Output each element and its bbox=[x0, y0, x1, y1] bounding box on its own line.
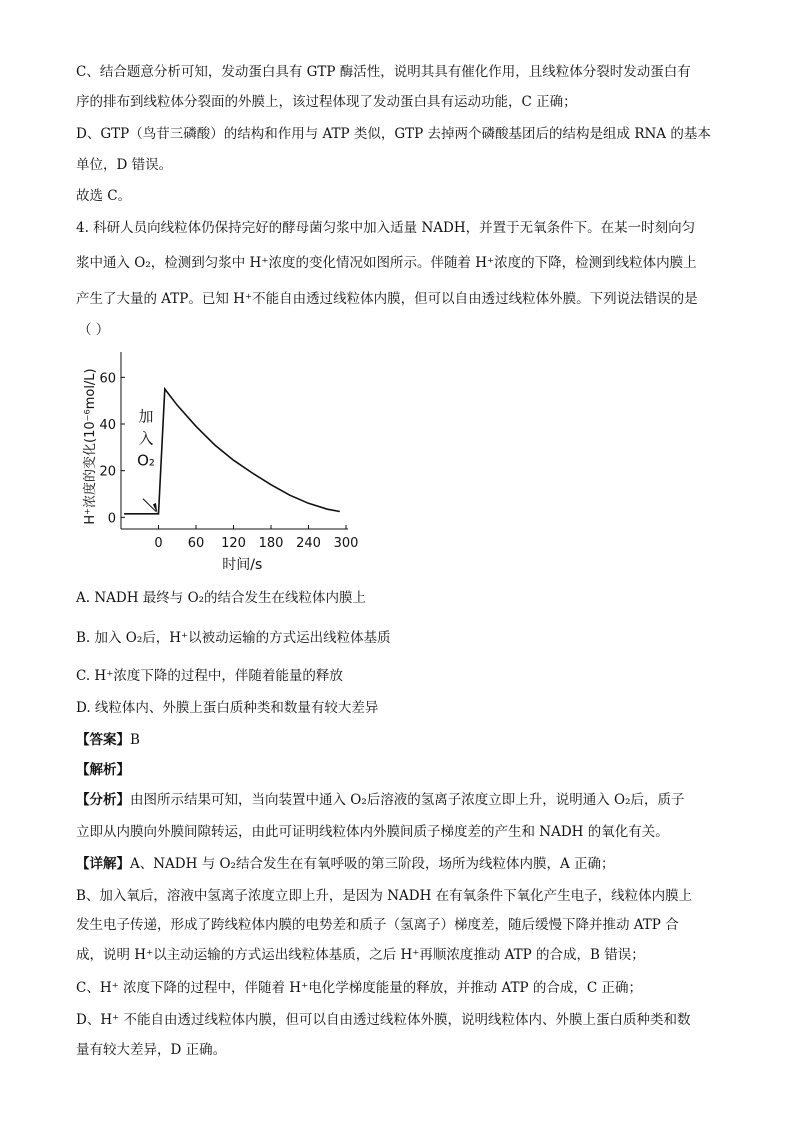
annotation-text: O₂ bbox=[137, 451, 155, 470]
prev-answer-c-line1: C、结合题意分析可知，发动蛋白具有 GTP 酶活性，说明其具有催化作用，且线粒体分裂时发动蛋白有 bbox=[76, 64, 691, 80]
analysis-c-line: C、H⁺ 浓度下降的过程中，伴随着 H⁺电化学梯度能量的释放，并推动 ATP 的合成，C 正确； bbox=[76, 980, 643, 996]
y-tick-label: 0 bbox=[107, 511, 116, 527]
answer-value: B bbox=[130, 732, 140, 748]
h-concentration-curve bbox=[124, 389, 340, 514]
x-tick-label: 240 bbox=[296, 536, 321, 551]
chart-annotation bbox=[137, 408, 157, 513]
x-axis-label: 时间/s bbox=[222, 557, 263, 573]
x-tick-label: 180 bbox=[258, 536, 284, 551]
x-tick-label: 300 bbox=[333, 536, 359, 551]
h-concentration-chart bbox=[76, 346, 376, 576]
option-b: B. 加入 O₂后，H⁺以被动运输的方式运出线粒体基质 bbox=[76, 630, 391, 646]
answer-line bbox=[76, 730, 140, 750]
analysis-d-line2: 量有较大差异，D 正确。 bbox=[76, 1042, 227, 1058]
xiangjie-a-text: A、NADH 与 O₂结合发生在有氧呼吸的第三阶段，场所为线粒体内膜，A 正确； bbox=[130, 856, 615, 872]
annotation-text: 入 bbox=[138, 429, 154, 448]
question-answer-paren: （ ） bbox=[78, 322, 110, 338]
question-line2: 浆中通入 O₂，检测到匀浆中 H⁺浓度的变化情况如图所示。伴随着 H⁺浓度的下降，检测到线粒体内膜上 bbox=[76, 255, 697, 271]
prev-answer-conclusion: 故选 C。 bbox=[76, 188, 132, 204]
arrow-head-icon bbox=[153, 503, 157, 513]
fenxi-text: 由图所示结果可知，当向装置中通入 O₂后溶液的氢离子浓度立即上升，说明通入 O₂后，质子 bbox=[130, 792, 685, 808]
fenxi-label: 【分析】 bbox=[76, 792, 130, 808]
chart-plot bbox=[124, 389, 340, 514]
y-axis-label: H⁺浓度的变化(10⁻⁶mol/L) bbox=[83, 368, 98, 525]
analysis-heading: 【解析】 bbox=[76, 762, 130, 778]
annotation-text: 加 bbox=[138, 407, 154, 426]
y-tick-label: 20 bbox=[99, 464, 116, 480]
x-tick-label: 0 bbox=[154, 536, 163, 551]
option-a: A. NADH 最终与 O₂的结合发生在线粒体内膜上 bbox=[76, 590, 367, 606]
analysis-b-line2: 发生电子传递，形成了跨线粒体内膜的电势差和质子（氢离子）梯度差，随后缓慢下降并推动 ATP 合 bbox=[76, 917, 679, 933]
analysis-b-line1: B、加入氧后，溶液中氢离子浓度立即上升，是因为 NADH 在有氧条件下氧化产生电子，线粒体内膜上 bbox=[76, 888, 693, 904]
option-c: C. H⁺浓度下降的过程中，伴随着能量的释放 bbox=[76, 668, 343, 684]
y-tick-label: 40 bbox=[99, 418, 116, 433]
prev-answer-c-line2: 序的排布到线粒体分裂面的外膜上，该过程体现了发动蛋白具有运动功能，C 正确； bbox=[76, 94, 577, 110]
option-d: D. 线粒体内、外膜上蛋白质种类和数量有较大差异 bbox=[76, 700, 379, 716]
question-line3: 产生了大量的 ATP。已知 H⁺不能自由透过线粒体内膜，但可以自由透过线粒体外膜。下列说法错误的是 bbox=[76, 291, 698, 307]
question-line1: 4. 科研人员向线粒体仍保持完好的酵母菌匀浆中加入适量 NADH，并置于无氧条件下。在某一时刻向匀 bbox=[76, 220, 696, 236]
analysis-d-line1: D、H⁺ 不能自由透过线粒体内膜，但可以自由透过线粒体外膜，说明线粒体内、外膜上蛋白质种类和数 bbox=[76, 1012, 691, 1028]
analysis-fenxi-line1 bbox=[76, 790, 685, 810]
prev-answer-d-line1: D、GTP（鸟苷三磷酸）的结构和作用与 ATP 类似，GTP 去掉两个磷酸基团后的结构是组成 RNA 的基本 bbox=[76, 126, 711, 142]
x-tick-label: 60 bbox=[187, 536, 205, 551]
analysis-b-line3: 成，说明 H⁺以主动运输的方式运出线粒体基质，之后 H⁺再顺浓度推动 ATP 的合成，B 错误； bbox=[76, 947, 645, 963]
xiangjie-label: 【详解】 bbox=[76, 856, 130, 872]
x-tick-label: 120 bbox=[221, 536, 246, 551]
y-tick-label: 60 bbox=[99, 371, 116, 387]
prev-answer-d-line2: 单位，D 错误。 bbox=[76, 157, 173, 173]
analysis-fenxi-line2: 立即从内膜向外膜间隙转运，由此可证明线粒体内外膜间质子梯度差的产生和 NADH 的氧化有关。 bbox=[76, 824, 669, 840]
answer-label: 【答案】 bbox=[76, 732, 130, 748]
analysis-xiangjie-a bbox=[76, 854, 615, 874]
